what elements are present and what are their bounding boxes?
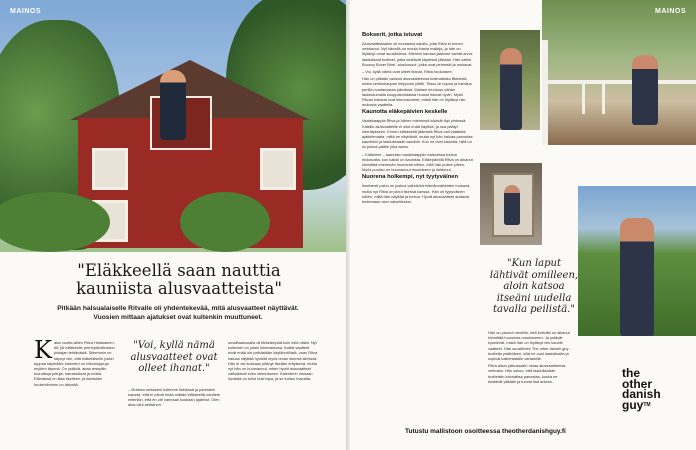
bush (180, 192, 270, 252)
text-column-3: omaiftaansoalla oli tärkeämpää kuin mitä niistä. Nyt kuitenkin on jotain kiinnostavaa. Kaikki vaatteet eivät enää ole pelkästään käytännöllisiä, vaan Ritva haluaa näyttää hyvältä myös oman itsensä silmissä. Hän ei ole koskaan pitänyt itseään erityisenä, mutta nyt hän on huomannut, miten hyvät alusvaatteet vaikuttavat koko olemukseen. Kalenterin mukaan hyvästä on tullut uusi tapa, ja se tuntuu ihanalta. (228, 340, 318, 382)
paragraph: Ritva aikoo jatkossakin ostaa alusvaatteensa verkosta. Hän uskoo, että laadukkaisiin tuotteisiin kannattaa panostaa, koska ne kestävät pitkään ja tuovat iloa arkeen. (488, 363, 566, 384)
drop-cap: K (34, 336, 52, 364)
woman-on-balcony (160, 70, 186, 140)
porch-baluster (602, 84, 605, 114)
paragraph: Hän on pannut merkille, että kotiväki on alkanut kiinnittää huomiota muutokseen. Ja ystävät kyselevät, mistä hän on löytänyt niin kauniit vaatteet. Hän suosittelee The other danish guy -tuotteita ystävilleen, sillä ne ovat laadukkaita ja sopivat kaikenlaisille vartaloille. (488, 330, 571, 362)
woman-figure (500, 48, 522, 130)
photo-woman-standing (480, 30, 540, 130)
trademark: TM (643, 401, 651, 408)
brand-word: danish (622, 387, 661, 401)
house-photo (0, 0, 346, 252)
paragraph: – Voi, kyllä nämä ovat olleet ihanat, Ritva huokaisee. (362, 69, 453, 75)
photo-field (578, 186, 696, 336)
ad-label: MAINOS (655, 8, 686, 15)
paragraph: – Kiitämme – aamuisin vaatekaappiin katsoessa tuntuu mukavalta, kun kaikki on kaunista. Eläkepäivillä Ritva on alkanut kiinnittää enemmän huomiota siihen, mitä hän pukee ylleen. Myös puoliso on huomannut muutoksen ja ilahtunut. (362, 151, 473, 173)
subheading: Bokserit, jotka istuvat (362, 32, 423, 38)
right-page (350, 0, 696, 450)
headline: "Eläkkeellä saan nauttia kauniista alusvaatteista" (76, 261, 282, 298)
pull-quote: "Kun laput lähtivät omilleen, aloin katsoa itseäni uudella tavalla peilistä." (489, 258, 579, 315)
paragraph: Ilmeisesti paino on joskus vaihdellut elämänvaiheiden mukana, mutta nyt Ritva on sinut itsensä kanssa. Hän on tyytyväinen siihen, miltä hän näyttää ja tuntuu. Hyvät alusvaatteet auttavat tuntemaan olon naiselliseksi. (362, 183, 471, 205)
photo-mirror (480, 163, 542, 245)
brand-word: other (622, 376, 652, 391)
porch-post (542, 40, 548, 145)
brand-word: guy (622, 397, 644, 412)
ad-label: MAINOS (10, 8, 41, 15)
brand-logo (622, 368, 661, 410)
deck: Pitkään halsualaiselle Ritvalle oli yhdentekevää, mitä alusvaatteet näyttävät. Vuosien mittaan ajatukset ovat kuitenkin muuttuneet. (57, 305, 299, 321)
porch-baluster (582, 84, 585, 114)
body-text: – Muistan seisseeni kotimme tiskiessä ja pareideni kanssa, että ei nämä enää mitään eläkkeeltä odottele mitenkin, että en ole varmaan koskaan ajatellut. Olen aina ollut aktiivinen. (128, 386, 220, 408)
woman-figure (632, 55, 658, 125)
text-column-1 (34, 336, 119, 387)
subheading: Nuorena holkempi, nyt tyytyväinen (362, 174, 458, 181)
house-window (92, 148, 128, 190)
paragraph: Vaatekaappia Ritva ja hänen miehensä kävivät läpi yhdessä. Kaikille alusvaatteille ei ollut enää käyttöä, ja osa päätyi kierrätykseen. Ennen eläkkeellä jäämistä Ritva osti vaatteita ajattelematta, miltä ne näyttävät, mutta nyt hän haluaa panostaa kauniisiin ja laadukkaisiin asioihin. Kun ne ovat kauniita, niitä on ilo pukea päälle joka aamu. (362, 118, 473, 150)
paragraph: Alusvaatteissakin oli muutamia asioita, joita Ritva ei ennen omistanut. Nyt hänellä on monia ihania malleja, ja hän on löytänyt omat suosikkinsa. Mieheni kanssa jaamme samat arvot: laadukkaat tuotteet, jotka kestävät käytössä pitkään. Hän valitsi Bouncy Boxer Brief -alushousut, jotka ovat pehmeät ja mukavat. (362, 41, 473, 67)
pull-quote: "Voi, kyllä nämä alusvaatteet ovat olleet ihanat." (130, 340, 218, 374)
text-column-right-1 (362, 30, 474, 206)
porch-rail (542, 80, 696, 84)
woman-reflection (504, 185, 520, 225)
footer-link-text: Tutustu mallistoon osoitteessa theotherdanishguy.fi (405, 428, 566, 435)
body-text: aksi vuotta sitten Ritva Hotakainen, 66, jäi eläkkeelle perhepäivähoidon johtajan tehtävästä. Sittemmin on käynyt niin, että eläkeläiselle jotain tuppaa käymään: kalenteri on viikonloppuja myöten täynnä. On ystäviä, akaa reseptiin tuunattuja juttuja, harrastuksia ja mökki. Elämässä on tilaa itselleen, ja itsestään huolehtiminen on tärkeää. (34, 340, 115, 387)
text-column-2 (128, 340, 220, 407)
paragraph: Hän on pitkään ostanut alusvaatteensa kotimaisista liikkeistä, mutta verkkokaupan helppous yllätti. Tilaus oli nopea ja toimitus perillä muutamassa päivässä. Mahani muotoon vähän laskeutumalla kuoppakohdassa housut istuvat hyvin. Myös Ritvan tuttavat ovat kiinnostuneet, mistä hän on löytänyt niin mukavia vaatteita. (362, 76, 472, 108)
brand-word: the (622, 366, 640, 380)
house-window (260, 148, 296, 190)
subheading: Kaunotta eläkepäivien keskelle (362, 109, 448, 116)
woman-figure (620, 218, 654, 336)
photo-porch (542, 0, 696, 145)
text-column-right-2 (488, 330, 572, 386)
left-page (0, 0, 346, 450)
